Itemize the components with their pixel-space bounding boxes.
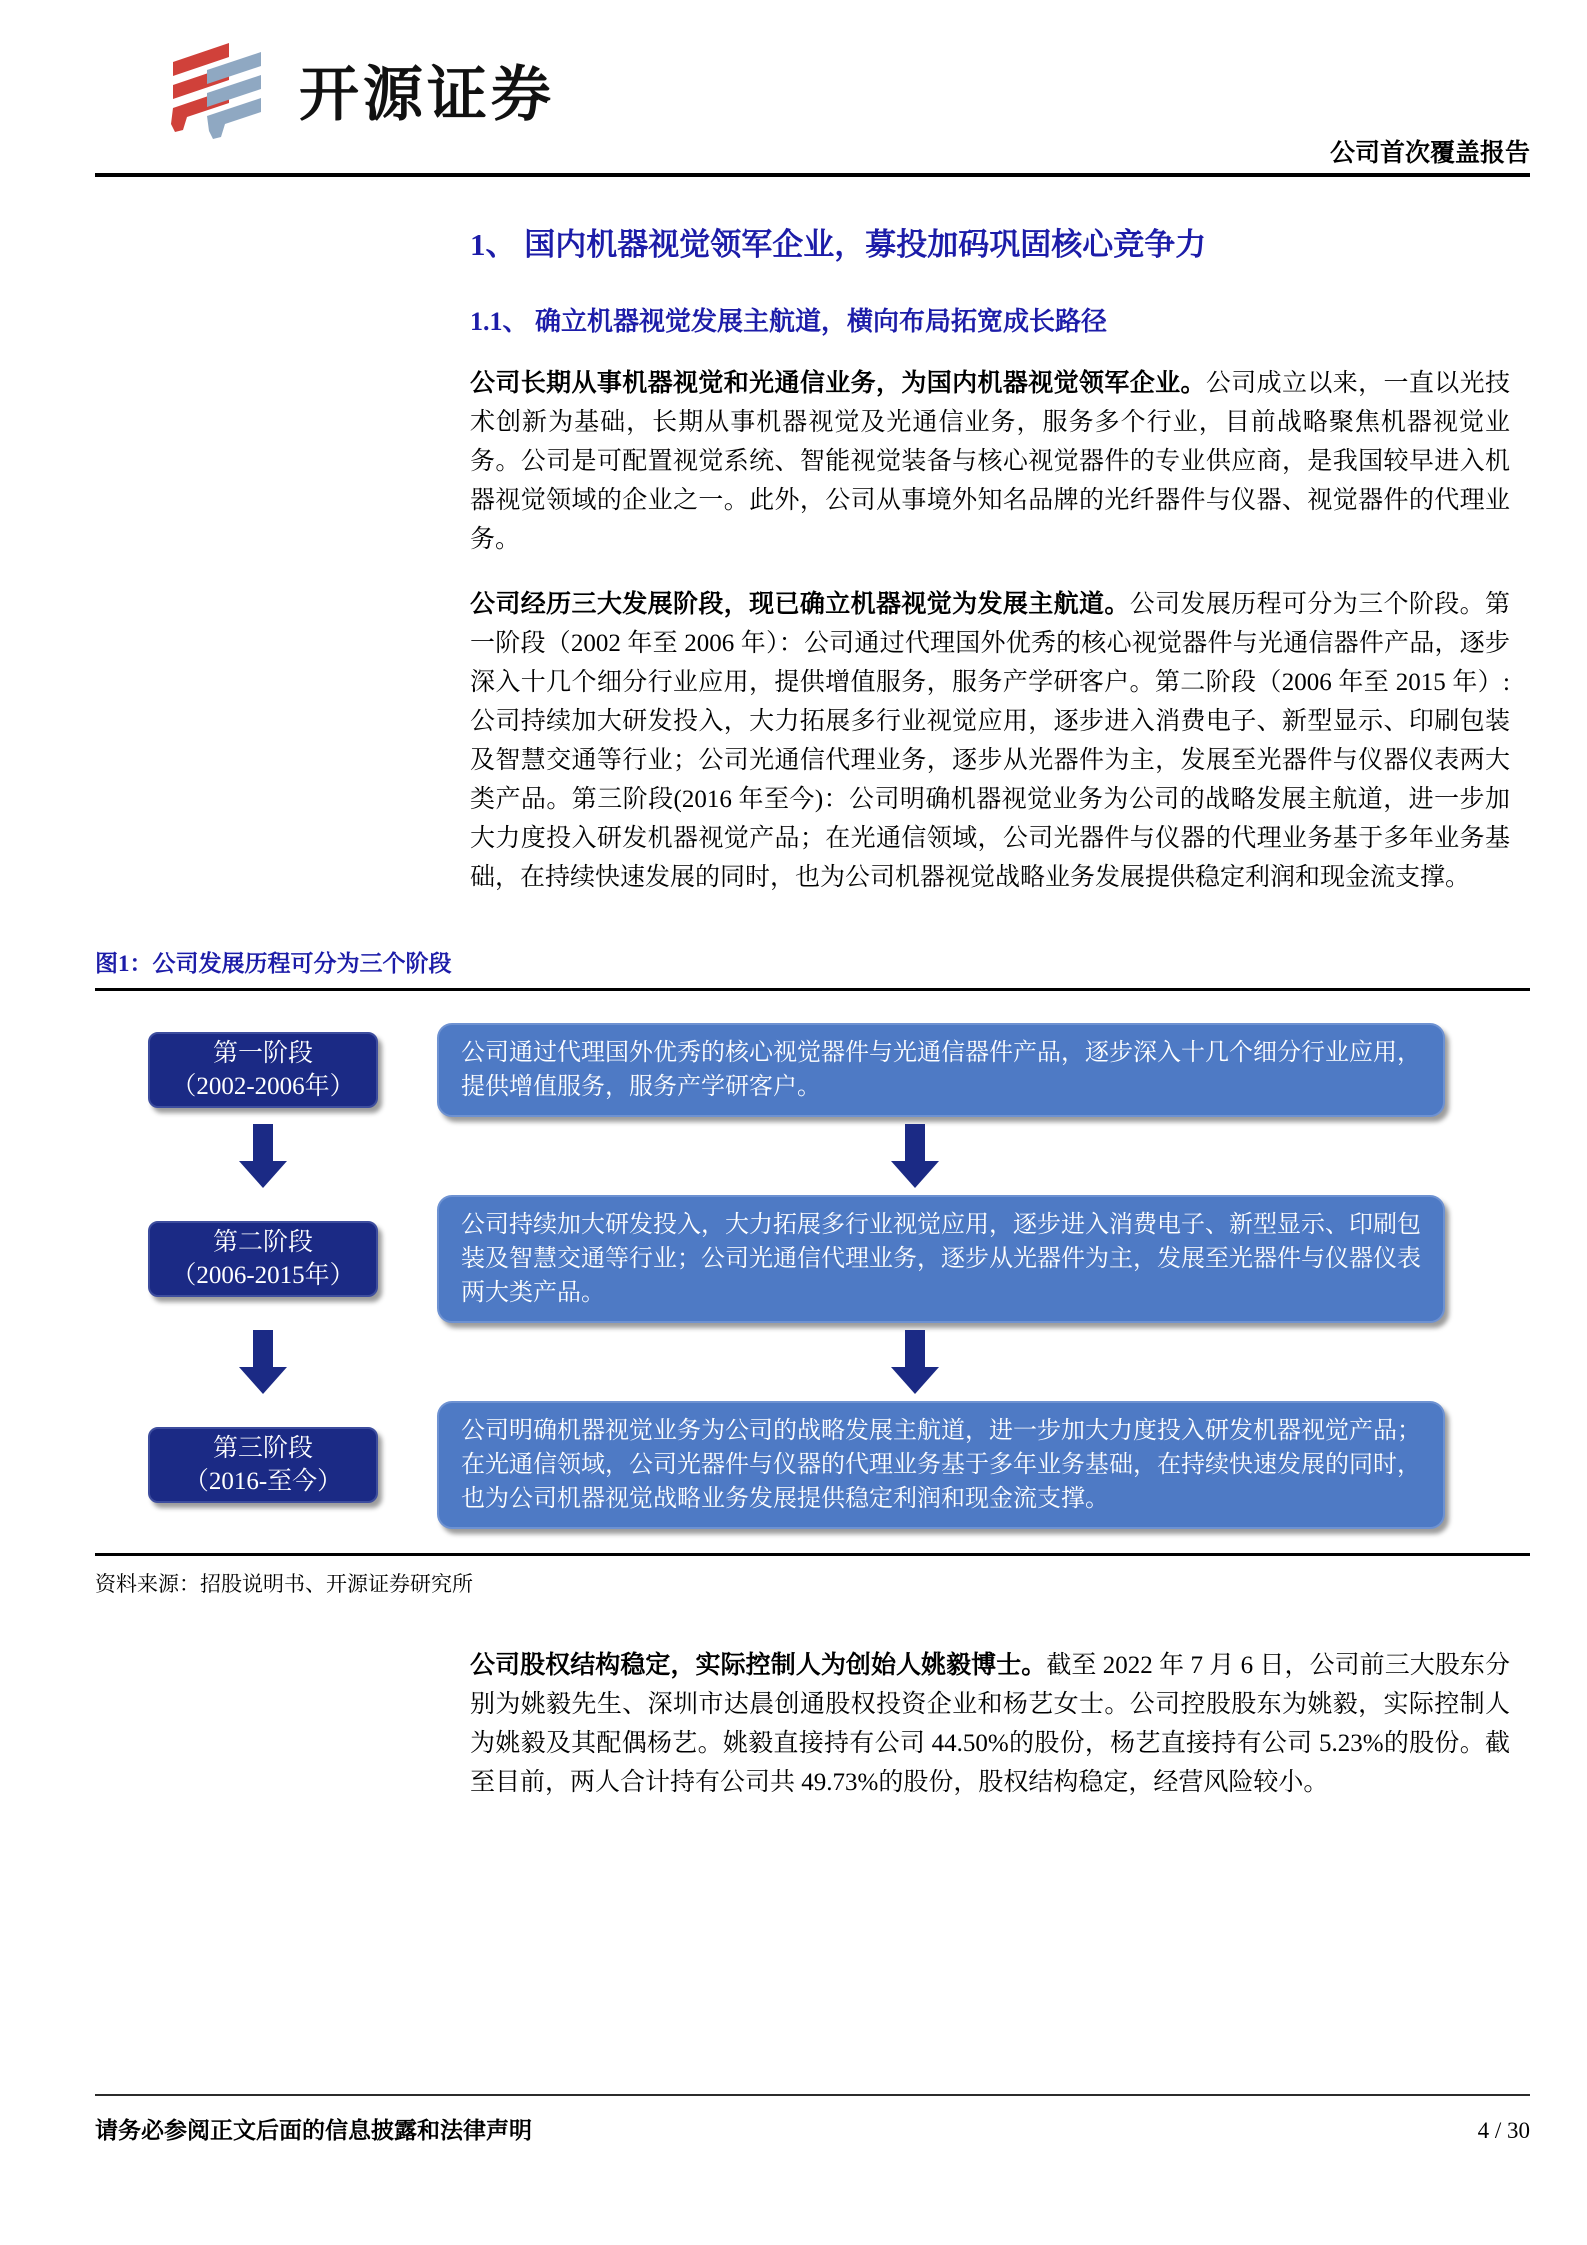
stage-row-3 (95, 1401, 1530, 1529)
stage-desc-2: 公司持续加大研发投入，大力拓展多行业视觉应用，逐步进入消费电子、新型显示、印刷包装及智慧交通等行业；公司光通信代理业务，逐步从光器件为主，发展至光器件与仪器仪表两大类产品。 (437, 1195, 1445, 1323)
stage-row-2 (95, 1195, 1530, 1323)
stage-label: 第二阶段 (212, 1229, 313, 1256)
paragraph-lead: 公司长期从事机器视觉和光通信业务，为国内机器视觉领军企业。 (470, 370, 1206, 397)
paragraph-body: 公司成立以来，一直以光技术创新为基础，长期从事机器视觉及光通信业务，服务多个行业，目前战略聚焦机器视觉业务。公司是可配置视觉系统、智能视觉装备与核心视觉器件的专业供应商，是我国较早进入机器视觉领域的企业之一。此外，公司从事境外知名品牌的光纤器件与仪器、视觉器件的代理业务。 (470, 370, 1510, 553)
stage-row-1 (95, 1023, 1530, 1117)
page-footer (95, 2112, 1530, 2145)
paragraph-company-overview (470, 364, 1510, 559)
main-text-column-bottom (470, 1646, 1510, 1802)
page-content (95, 0, 1530, 1802)
down-arrow-icon (891, 1124, 939, 1188)
stage-desc-3: 公司明确机器视觉业务为公司的战略发展主航道，进一步加大力度投入研发机器视觉产品；在光通信领域，公司光器件与仪器的代理业务基于多年业务基础，在持续快速发展的同时，也为公司机器视觉战略业务发展提供稳定利润和现金流支撑。 (437, 1401, 1445, 1529)
paragraph-body: 公司发展历程可分为三个阶段。第一阶段（2002 年至 2006 年）：公司通过代理国外优秀的核心视觉器件与光通信器件产品，逐步深入十几个细分行业应用，提供增值服务，服务产学研客户。第二阶段（2006 年至 2015 年）: 公司持续加大研发投入，大力拓展多行业视觉应用，逐步进入消费电子、新型显示、印刷包装及智慧交通等行业；公司光通信代理业务，逐步从光器件为主，发展至光器件与仪器仪表两大类产品。第三阶段(2016 年至今)：公司明确机器视觉业务为公司的战略发展主航道，进一步加大力度投入研发机器视觉产品；在光通信领域，公司光器件与仪器的代理业务基于多年业务基础，在持续快速发展的同时，也为公司机器视觉战略业务发展提供稳定利润和现金流支撑。 (470, 591, 1510, 891)
arrow-row-1 (95, 1117, 1530, 1195)
figure-caption: 图1：公司发展历程可分为三个阶段 (95, 951, 452, 976)
stage-box-1 (148, 1032, 378, 1108)
footer-rule (95, 2094, 1530, 2096)
main-text-column (470, 219, 1510, 897)
stage-desc-1: 公司通过代理国外优秀的核心视觉器件与光通信器件产品，逐步深入十几个细分行业应用，提供增值服务，服务产学研客户。 (437, 1023, 1445, 1117)
brand-logo (135, 40, 555, 140)
down-arrow-icon (891, 1330, 939, 1394)
page-header (95, 0, 1530, 177)
stage-label: 第三阶段 (212, 1435, 313, 1462)
stage-box-2 (148, 1221, 378, 1297)
paragraph-shareholding (470, 1646, 1510, 1802)
down-arrow-icon (239, 1124, 287, 1188)
stage-years: （2002-2006年） (171, 1073, 355, 1100)
brand-name: 开源证券 (299, 61, 555, 128)
figure-diagram (95, 991, 1530, 1553)
arrow-row-2 (95, 1323, 1530, 1401)
report-type-label: 公司首次覆盖报告 (1329, 140, 1530, 167)
subsection-heading: 1.1、 确立机器视觉发展主航道，横向布局拓宽成长路径 (470, 307, 1108, 336)
stage-label: 第一阶段 (212, 1040, 313, 1067)
stage-box-3 (148, 1427, 378, 1503)
paragraph-lead: 公司经历三大发展阶段，现已确立机器视觉为发展主航道。 (470, 591, 1130, 618)
paragraph-body: 截至 2022 年 7 月 6 日，公司前三大股东分别为姚毅先生、深圳市达晨创通股权投资企业和杨艺女士。公司控股股东为姚毅，实际控制人为姚毅及其配偶杨艺。姚毅直接持有公司 44.50%的股份，杨艺直接持有公司 5.23%的股份。截至目前，两人合计持有公司共 49.73%的股份，股权结构稳定，经营风险较小。 (470, 1652, 1510, 1796)
stage-years: （2006-2015年） (171, 1262, 355, 1289)
stage-years: （2016-至今） (183, 1468, 343, 1495)
section-heading: 1、 国内机器视觉领军企业，募投加码巩固核心竞争力 (470, 227, 1207, 262)
paragraph-lead: 公司股权结构稳定，实际控制人为创始人姚毅博士。 (470, 1652, 1047, 1679)
figure-source: 资料来源：招股说明书、开源证券研究所 (95, 1572, 473, 1596)
figure-bottom-rule (95, 1553, 1530, 1556)
kaiyuan-flag-icon (135, 40, 285, 140)
disclaimer-text: 请务必参阅正文后面的信息披露和法律声明 (95, 2118, 532, 2143)
figure-development-stages (95, 945, 1530, 1598)
down-arrow-icon (239, 1330, 287, 1394)
page-number: 4 / 30 (1477, 2118, 1530, 2143)
paragraph-development-stages (470, 585, 1510, 897)
